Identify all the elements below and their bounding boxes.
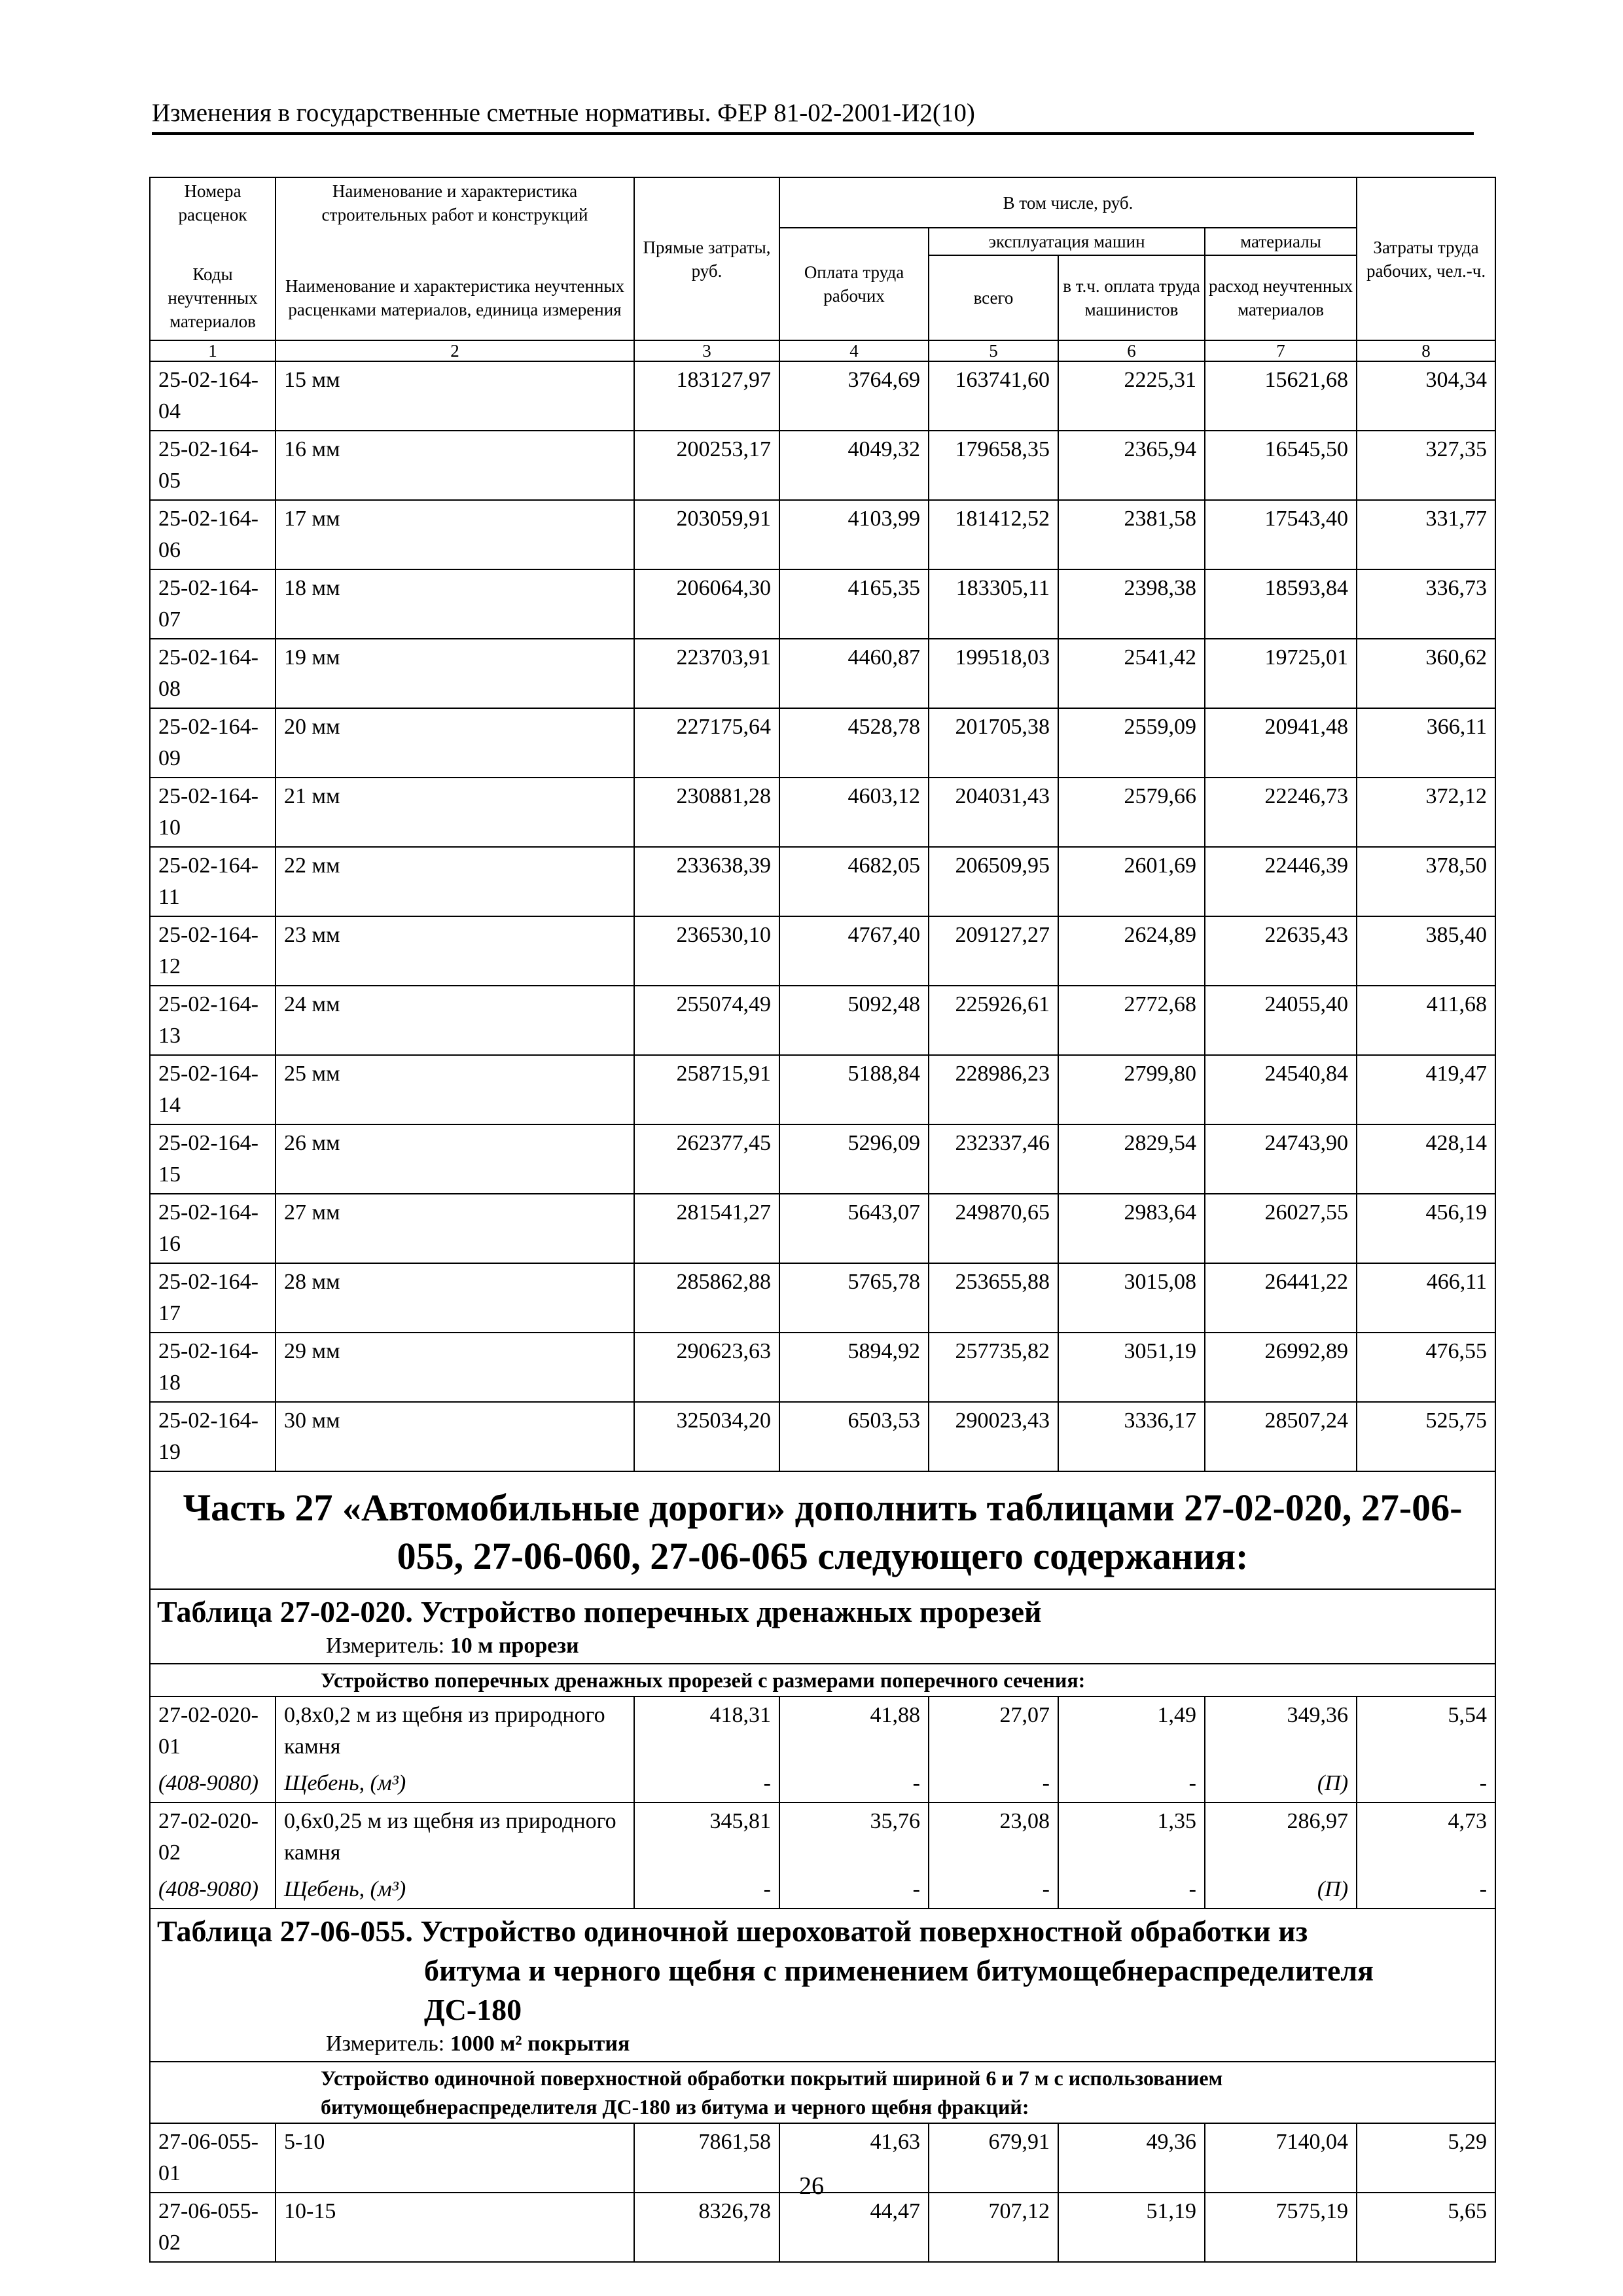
- operator-pay: 3336,17: [1058, 1402, 1205, 1471]
- work-name: 28 мм: [276, 1263, 634, 1333]
- operator-pay: 3051,19: [1058, 1333, 1205, 1402]
- materials: 22246,73: [1205, 778, 1357, 847]
- operator-pay: 2579,66: [1058, 778, 1205, 847]
- machines-total: 290023,43: [929, 1402, 1058, 1471]
- direct-costs: 8326,78: [634, 2193, 779, 2262]
- worker-pay: 6503,53: [779, 1402, 929, 1471]
- work-name: 10-15: [276, 2193, 634, 2262]
- work-name: 26 мм: [276, 1124, 634, 1194]
- material-usage: (П): [1205, 1871, 1357, 1909]
- worker-pay: 5296,09: [779, 1124, 929, 1194]
- labor-costs: 5,54: [1357, 1696, 1495, 1765]
- operator-pay: 2624,89: [1058, 916, 1205, 986]
- work-name: 29 мм: [276, 1333, 634, 1402]
- table-055-title-line1: Таблица 27-06-055. Устройство одиночной шероховатой поверхностной обработки из: [157, 1914, 1308, 1948]
- materials: 17543,40: [1205, 500, 1357, 569]
- material-row: [150, 1765, 1495, 1803]
- table-row: [150, 1055, 1495, 1124]
- direct-costs: 255074,49: [634, 986, 779, 1055]
- machines-total: 257735,82: [929, 1333, 1058, 1402]
- work-name: 25 мм: [276, 1055, 634, 1124]
- head-worker-pay: Оплата труда рабочих: [779, 228, 929, 340]
- machines-total: 183305,11: [929, 569, 1058, 639]
- rate-code: 25-02-164-04: [150, 361, 276, 431]
- labor-costs: 378,50: [1357, 847, 1495, 916]
- rate-code: 25-02-164-15: [150, 1124, 276, 1194]
- materials: 349,36: [1205, 1696, 1357, 1765]
- materials: 20941,48: [1205, 708, 1357, 778]
- direct-costs: 258715,91: [634, 1055, 779, 1124]
- worker-pay: 3764,69: [779, 361, 929, 431]
- labor-costs: 411,68: [1357, 986, 1495, 1055]
- operator-pay: 2601,69: [1058, 847, 1205, 916]
- operator-pay: 2559,09: [1058, 708, 1205, 778]
- rate-code: 25-02-164-09: [150, 708, 276, 778]
- materials: 24743,90: [1205, 1124, 1357, 1194]
- labor-costs: 366,11: [1357, 708, 1495, 778]
- operator-pay: 2398,38: [1058, 569, 1205, 639]
- operator-pay: 3015,08: [1058, 1263, 1205, 1333]
- head-labor-costs: Затраты труда рабочих, чел.-ч.: [1357, 177, 1495, 340]
- table-row: [150, 1263, 1495, 1333]
- operator-pay: 2381,58: [1058, 500, 1205, 569]
- materials: 18593,84: [1205, 569, 1357, 639]
- table-row: [150, 500, 1495, 569]
- material-labor: -: [1357, 1871, 1495, 1909]
- work-name: 24 мм: [276, 986, 634, 1055]
- material-direct: -: [634, 1765, 779, 1803]
- column-numbers-row: 1 2 3 4 5 6 7 8: [150, 340, 1495, 361]
- rate-code: 25-02-164-12: [150, 916, 276, 986]
- machines-total: 201705,38: [929, 708, 1058, 778]
- page-number: 26: [799, 2172, 824, 2200]
- materials: 28507,24: [1205, 1402, 1357, 1471]
- material-worker: -: [779, 1765, 929, 1803]
- worker-pay: 5188,84: [779, 1055, 929, 1124]
- machines-total: 679,91: [929, 2123, 1058, 2193]
- materials: 26441,22: [1205, 1263, 1357, 1333]
- work-name: 17 мм: [276, 500, 634, 569]
- part25-rows: [150, 361, 1495, 1471]
- labor-costs: 5,65: [1357, 2193, 1495, 2262]
- work-name: 19 мм: [276, 639, 634, 708]
- machines-total: 163741,60: [929, 361, 1058, 431]
- materials: 7575,19: [1205, 2193, 1357, 2262]
- table-head: [150, 177, 1495, 361]
- worker-pay: 4767,40: [779, 916, 929, 986]
- table-row: [150, 847, 1495, 916]
- part27-section: [150, 1471, 1495, 1696]
- table-055-meter: Измеритель: 1000 м² покрытия: [326, 2032, 630, 2056]
- table-055-section: Устройство одиночной поверхностной обработки покрытий шириной 6 и 7 м с использованием битумощебнераспределителя ДС-180 из битума и черного щебня фракций:: [150, 2062, 1495, 2123]
- material-row: [150, 1871, 1495, 1909]
- labor-costs: 466,11: [1357, 1263, 1495, 1333]
- operator-pay: 51,19: [1058, 2193, 1205, 2262]
- head-operator-pay: в т.ч. оплата труда машинистов: [1058, 255, 1205, 340]
- table-055-title-cell: [150, 1909, 1495, 2062]
- work-name: 18 мм: [276, 569, 634, 639]
- operator-pay: 1,49: [1058, 1696, 1205, 1765]
- table-020-title-cell: [150, 1589, 1495, 1664]
- operator-pay: 2225,31: [1058, 361, 1205, 431]
- rate-code: 25-02-164-05: [150, 431, 276, 500]
- labor-costs: 456,19: [1357, 1194, 1495, 1263]
- machines-total: 181412,52: [929, 500, 1058, 569]
- table-055-title-line2: битума и черного щебня с применением битумощебнераспределителя: [424, 1954, 1374, 1987]
- rate-code: 25-02-164-06: [150, 500, 276, 569]
- machines-total: 206509,95: [929, 847, 1058, 916]
- rate-code: 25-02-164-11: [150, 847, 276, 916]
- work-name: 15 мм: [276, 361, 634, 431]
- head-materials: материалы: [1205, 228, 1357, 255]
- table-055-header: [150, 1909, 1495, 2123]
- worker-pay: 5643,07: [779, 1194, 929, 1263]
- labor-costs: 5,29: [1357, 2123, 1495, 2193]
- machines-total: 225926,61: [929, 986, 1058, 1055]
- part27-banner: Часть 27 «Автомобильные дороги» дополнить таблицами 27-02-020, 27-06-055, 27-06-060, 27-06-065 следующего содержания:: [150, 1471, 1495, 1589]
- materials: 24540,84: [1205, 1055, 1357, 1124]
- table-020-title: Таблица 27-02-020. Устройство поперечных дренажных прорезей: [157, 1595, 1042, 1628]
- machines-total: 179658,35: [929, 431, 1058, 500]
- labor-costs: 336,73: [1357, 569, 1495, 639]
- worker-pay: 41,63: [779, 2123, 929, 2193]
- direct-costs: 203059,91: [634, 500, 779, 569]
- labor-costs: 4,73: [1357, 1803, 1495, 1871]
- head-including: В том числе, руб.: [779, 177, 1357, 228]
- rate-code: 25-02-164-17: [150, 1263, 276, 1333]
- materials: 26027,55: [1205, 1194, 1357, 1263]
- operator-pay: 2983,64: [1058, 1194, 1205, 1263]
- direct-costs: 285862,88: [634, 1263, 779, 1333]
- rate-code: 25-02-164-14: [150, 1055, 276, 1124]
- worker-pay: 41,88: [779, 1696, 929, 1765]
- rate-code: 25-02-164-07: [150, 569, 276, 639]
- material-operator: -: [1058, 1765, 1205, 1803]
- materials: 286,97: [1205, 1803, 1357, 1871]
- rate-code: 27-06-055-01: [150, 2123, 276, 2193]
- table-row: [150, 1402, 1495, 1471]
- worker-pay: 4603,12: [779, 778, 929, 847]
- worker-pay: 35,76: [779, 1803, 929, 1871]
- table-row: [150, 986, 1495, 1055]
- table-055-title-line3: ДС-180: [424, 1993, 522, 2026]
- material-labor: -: [1357, 1765, 1495, 1803]
- labor-costs: 360,62: [1357, 639, 1495, 708]
- direct-costs: 200253,17: [634, 431, 779, 500]
- labor-costs: 331,77: [1357, 500, 1495, 569]
- material-worker: -: [779, 1871, 929, 1909]
- table-row: [150, 916, 1495, 986]
- worker-pay: 4103,99: [779, 500, 929, 569]
- worker-pay: 5894,92: [779, 1333, 929, 1402]
- table-row: [150, 639, 1495, 708]
- table-row: [150, 1124, 1495, 1194]
- machines-total: 228986,23: [929, 1055, 1058, 1124]
- labor-costs: 327,35: [1357, 431, 1495, 500]
- work-name: 5-10: [276, 2123, 634, 2193]
- direct-costs: 418,31: [634, 1696, 779, 1765]
- operator-pay: 2541,42: [1058, 639, 1205, 708]
- operator-pay: 1,35: [1058, 1803, 1205, 1871]
- worker-pay: 4165,35: [779, 569, 929, 639]
- material-code: (408-9080): [150, 1765, 276, 1803]
- material-usage: (П): [1205, 1765, 1357, 1803]
- worker-pay: 4682,05: [779, 847, 929, 916]
- work-name: 21 мм: [276, 778, 634, 847]
- rate-code: 25-02-164-16: [150, 1194, 276, 1263]
- material-machines: -: [929, 1871, 1058, 1909]
- materials: 16545,50: [1205, 431, 1357, 500]
- material-name: Щебень, (м³): [276, 1765, 634, 1803]
- head-work-name: Наименование и характеристика строительных работ и конструкций: [276, 177, 634, 228]
- worker-pay: 5092,48: [779, 986, 929, 1055]
- operator-pay: 49,36: [1058, 2123, 1205, 2193]
- direct-costs: 230881,28: [634, 778, 779, 847]
- table-row: [150, 361, 1495, 431]
- work-name: 27 мм: [276, 1194, 634, 1263]
- work-name: 30 мм: [276, 1402, 634, 1471]
- machines-total: 209127,27: [929, 916, 1058, 986]
- material-direct: -: [634, 1871, 779, 1909]
- rate-code: 27-02-020-01: [150, 1696, 276, 1765]
- direct-costs: 7861,58: [634, 2123, 779, 2193]
- table-020-rows: [150, 1696, 1495, 1909]
- materials: 7140,04: [1205, 2123, 1357, 2193]
- machines-total: 232337,46: [929, 1124, 1058, 1194]
- material-machines: -: [929, 1765, 1058, 1803]
- table-row: [150, 708, 1495, 778]
- direct-costs: 227175,64: [634, 708, 779, 778]
- machines-total: 253655,88: [929, 1263, 1058, 1333]
- materials: 24055,40: [1205, 986, 1357, 1055]
- labor-costs: 476,55: [1357, 1333, 1495, 1402]
- machines-total: 204031,43: [929, 778, 1058, 847]
- head-material-codes: Коды неучтенных материалов: [150, 255, 276, 340]
- table-row: [150, 1333, 1495, 1402]
- worker-pay: 4049,32: [779, 431, 929, 500]
- rate-code: 25-02-164-18: [150, 1333, 276, 1402]
- rate-code: 25-02-164-13: [150, 986, 276, 1055]
- direct-costs: 233638,39: [634, 847, 779, 916]
- direct-costs: 262377,45: [634, 1124, 779, 1194]
- table-row: [150, 1696, 1495, 1765]
- machines-total: 199518,03: [929, 639, 1058, 708]
- head-material-name: Наименование и характеристика неучтенных расценками материалов, единица измерения: [276, 255, 634, 340]
- table-row: [150, 431, 1495, 500]
- table-row: [150, 1803, 1495, 1871]
- worker-pay: 5765,78: [779, 1263, 929, 1333]
- materials: 22635,43: [1205, 916, 1357, 986]
- table-020-meter: Измеритель: 10 м прорези: [326, 1634, 579, 1658]
- work-name: 0,6х0,25 м из щебня из природного камня: [276, 1803, 634, 1871]
- work-name: 23 мм: [276, 916, 634, 986]
- work-name: 16 мм: [276, 431, 634, 500]
- head-machines: эксплуатация машин: [929, 228, 1205, 255]
- table-020-section: Устройство поперечных дренажных прорезей с размерами поперечного сечения:: [150, 1664, 1495, 1696]
- labor-costs: 419,47: [1357, 1055, 1495, 1124]
- page-header: Изменения в государственные сметные нормативы. ФЕР 81-02-2001-И2(10): [152, 98, 1474, 135]
- worker-pay: 44,47: [779, 2193, 929, 2262]
- labor-costs: 525,75: [1357, 1402, 1495, 1471]
- work-name: 20 мм: [276, 708, 634, 778]
- rate-code: 25-02-164-10: [150, 778, 276, 847]
- table-row: [150, 1194, 1495, 1263]
- machines-total: 23,08: [929, 1803, 1058, 1871]
- rate-code: 27-06-055-02: [150, 2193, 276, 2262]
- worker-pay: 4528,78: [779, 708, 929, 778]
- direct-costs: 223703,91: [634, 639, 779, 708]
- rate-code: 25-02-164-19: [150, 1402, 276, 1471]
- materials: 22446,39: [1205, 847, 1357, 916]
- operator-pay: 2799,80: [1058, 1055, 1205, 1124]
- material-code: (408-9080): [150, 1871, 276, 1909]
- direct-costs: 206064,30: [634, 569, 779, 639]
- materials: 19725,01: [1205, 639, 1357, 708]
- rate-code: 25-02-164-08: [150, 639, 276, 708]
- rate-code: 27-02-020-02: [150, 1803, 276, 1871]
- worker-pay: 4460,87: [779, 639, 929, 708]
- table-row: [150, 778, 1495, 847]
- materials: 26992,89: [1205, 1333, 1357, 1402]
- machines-total: 707,12: [929, 2193, 1058, 2262]
- labor-costs: 304,34: [1357, 361, 1495, 431]
- operator-pay: 2365,94: [1058, 431, 1205, 500]
- labor-costs: 372,12: [1357, 778, 1495, 847]
- machines-total: 27,07: [929, 1696, 1058, 1765]
- head-rate-numbers: Номера расценок: [150, 177, 276, 228]
- direct-costs: 236530,10: [634, 916, 779, 986]
- work-name: 22 мм: [276, 847, 634, 916]
- direct-costs: 290623,63: [634, 1333, 779, 1402]
- head-machines-total: всего: [929, 255, 1058, 340]
- head-material-usage: расход неучтенных материалов: [1205, 255, 1357, 340]
- direct-costs: 325034,20: [634, 1402, 779, 1471]
- rates-table: [149, 177, 1496, 2263]
- direct-costs: 345,81: [634, 1803, 779, 1871]
- operator-pay: 2829,54: [1058, 1124, 1205, 1194]
- operator-pay: 2772,68: [1058, 986, 1205, 1055]
- materials: 15621,68: [1205, 361, 1357, 431]
- labor-costs: 428,14: [1357, 1124, 1495, 1194]
- work-name: 0,8х0,2 м из щебня из природного камня: [276, 1696, 634, 1765]
- direct-costs: 183127,97: [634, 361, 779, 431]
- table-row: [150, 2193, 1495, 2262]
- labor-costs: 385,40: [1357, 916, 1495, 986]
- head-direct-costs: Прямые затраты, руб.: [634, 177, 779, 340]
- machines-total: 249870,65: [929, 1194, 1058, 1263]
- material-name: Щебень, (м³): [276, 1871, 634, 1909]
- table-row: [150, 569, 1495, 639]
- direct-costs: 281541,27: [634, 1194, 779, 1263]
- material-operator: -: [1058, 1871, 1205, 1909]
